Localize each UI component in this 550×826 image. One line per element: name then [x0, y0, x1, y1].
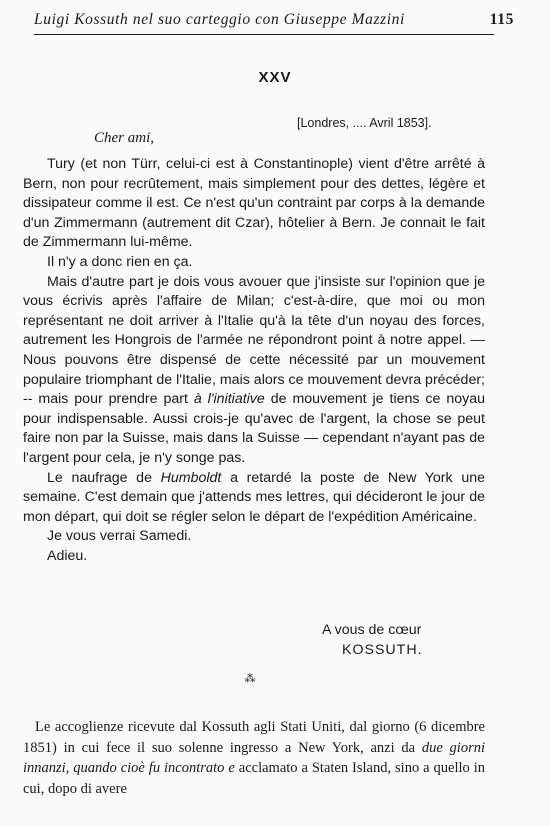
chapter-number: XXV [258, 69, 292, 86]
editorial-commentary [23, 717, 485, 799]
letter-dateline: [Londres, .... Avril 1853]. [297, 116, 432, 130]
letter-paragraph: Je vous verrai Samedi. [47, 528, 192, 545]
letter-paragraph: Il n'y a donc rien en ça. [47, 253, 193, 270]
page-number: 115 [489, 11, 514, 28]
commentary-paragraph [23, 717, 485, 799]
emphasis-text: due giorni innanzi, quando cioè fu incontrato e [23, 739, 485, 777]
letter-paragraph [23, 273, 485, 469]
letter-text: Le naufrage de [47, 469, 161, 486]
running-title: Luigi Kossuth nel suo carteggio con Giuseppe Mazzini [34, 11, 405, 28]
closing-formula: A vous de cœur [322, 622, 422, 638]
letter-signoff [322, 620, 423, 660]
commentary-text: acclamato a Staten Island, sino a quello in cui, dopo di avere [23, 760, 485, 797]
letter-paragraph: Tury (et non Türr, celui-ci est à Constantinople) vient d'être arrêté à Bern, non pour recrûtement, mais simplement pour des dettes, légère et dissipateur comme il est. Ce n'est qu'un contraint par corps à la demande d'un Zimmermann (autrement dit Czar), hôtelier à Bern. Je connait le fait de Zimmermann lui-même. [23, 156, 485, 251]
letter-paragraph [23, 469, 485, 528]
ship-name: Humboldt [160, 469, 222, 486]
letter-text: a retardé la poste de New York une semaine. C'est demain que j'attends mes lettres, qui décideront le jour de mon départ, qui doit se régler selon le départ de l'expédition Américaine. [23, 469, 485, 525]
asterism-divider: ⁂ [244, 673, 256, 685]
letter-body [23, 155, 485, 566]
letter-paragraph: Adieu. [47, 547, 88, 564]
running-header [34, 8, 514, 35]
commentary-text: Le accoglienze ricevute dal Kossuth agli Stati Uniti, dal giorno (6 dicembre 1851) in cui fece il suo solenne ingresso a New York, anzi da [23, 719, 485, 756]
letter-salutation: Cher ami, [94, 130, 154, 146]
signature: KOSSUTH. [342, 642, 423, 658]
letter-text: Mais d'autre part je dois vous avouer que j'insiste sur l'opinion que je vous écrivis après l'affaire de Milan; c'est-à-dire, que moi ou mon représentant ne doit arriver à l'Italie qu'à la tête d'un noyau des forces, autrement les Hongrois de l'armée ne répondront point à notre appel. — Nous pouvons être dispensé de cette nécessité par un mouvement populaire triomphant de l'Italie, mais alors ce mouvement devra précéder; -- mais pour prendre part [23, 273, 485, 408]
letter-text: de mouvement je tiens ce noyau pour indispensable. Aussi crois-je qu'avec de l'argent, la chose se peut faire non par la Suisse, mais dans la Suisse — cependant n'ayant pas de l'argent pour cela, je n'y songe pas. [23, 391, 485, 466]
emphasis-text: à l'initiative [193, 391, 265, 408]
